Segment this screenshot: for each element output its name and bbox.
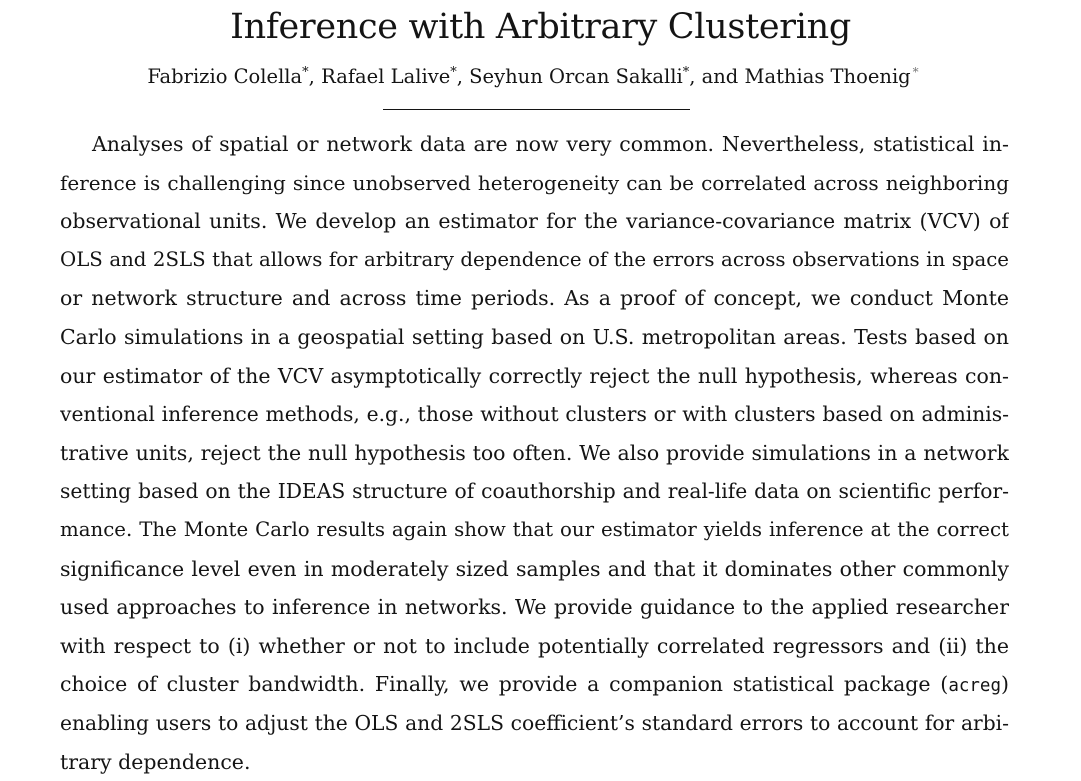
abstract-line: with respect to (i) whether or not to include potentially correlated regressors and (ii) the [60, 633, 1009, 658]
abstract-line: observational units. We develop an estimator for the variance-covariance matrix (VCV) of [60, 209, 1009, 234]
abstract-line: or network structure and across time periods. As a proof of concept, we conduct Monte [60, 286, 1009, 311]
title-divider [383, 109, 690, 110]
abstract-line: trative units, reject the null hypothesis too often. We also provide simulations in a network [60, 440, 1009, 465]
abstract-line: Carlo simulations in a geospatial setting based on U.S. metropolitan areas. Tests based on [60, 324, 1009, 349]
author-name: Seyhun Orcan Sakalli [469, 65, 683, 88]
author-name: Rafael Lalive [321, 65, 451, 88]
abstract-line: Analyses of spatial or network data are now very common. Nevertheless, statistical in- [92, 132, 1009, 156]
abstract-line: trary dependence. [60, 749, 251, 774]
abstract-line [60, 665, 1009, 704]
affiliation-mark: * [302, 65, 309, 80]
abstract [60, 125, 1009, 781]
affiliation-mark: * [682, 65, 690, 80]
abstract-line: ventional inference methods, e.g., those without clusters or with clusters based on adminis- [60, 402, 1009, 427]
abstract-line: enabling users to adjust the OLS and 2SLS coefficient’s standard errors to account for arbi- [60, 710, 1009, 735]
abstract-line: OLS and 2SLS that allows for arbitrary dependence of the errors across observations in space [60, 247, 1009, 271]
author-separator: , and [689, 65, 745, 88]
paper-title: Inference with Arbitrary Clustering [230, 7, 851, 47]
author-separator: , [308, 65, 322, 88]
abstract-line: used approaches to inference in networks. We provide guidance to the applied researcher [60, 595, 1009, 620]
author-name: Fabrizio Colella [147, 65, 303, 88]
abstract-text: choice of cluster bandwidth. Finally, we provide a companion statistical package ( [60, 672, 949, 697]
author-list [0, 62, 1066, 92]
author-name: Mathias Thoenig [744, 65, 911, 88]
abstract-line: setting based on the IDEAS structure of coauthorship and real-life data on scientific perfor- [60, 479, 1009, 504]
abstract-line: mance. The Monte Carlo results again show that our estimator yields inference at the correct [60, 517, 1009, 541]
abstract-line: our estimator of the VCV asymptotically correctly reject the null hypothesis, whereas con- [60, 363, 1009, 388]
author-separator: , [456, 65, 470, 88]
affiliation-mark: * [450, 65, 457, 80]
abstract-line: significance level even in moderately sized samples and that it dominates other commonly [60, 556, 1009, 581]
abstract-text: ) [1001, 672, 1009, 697]
affiliation-mark: * [912, 65, 919, 79]
abstract-line: ference is challenging since unobserved heterogeneity can be correlated across neighboring [60, 170, 1009, 195]
package-name: acreg [948, 676, 1001, 697]
